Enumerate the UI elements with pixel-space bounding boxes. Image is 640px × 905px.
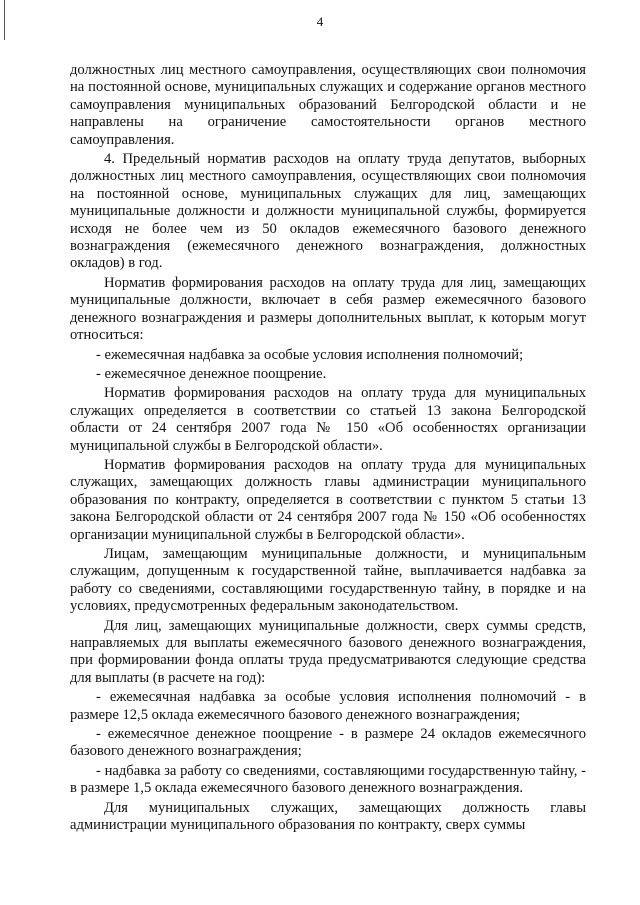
paragraph: Лицам, замещающим муниципальные должности, и муниципальным служащим, допущенным к государственной тайне, выплачивается надбавка за работу со сведениями, составляющими государственную тайну, в порядке и на условиях, предусмотренных федеральным законодательством. (70, 545, 586, 615)
paragraph: Для лиц, замещающих муниципальные должности, сверх суммы средств, направляемых для выплаты ежемесячного базового денежного вознаграждения, при формировании фонда оплаты труда предусматриваются следующие средства для выплаты (в расчете на год): (70, 617, 586, 686)
list-item: - надбавка за работу со сведениями, составляющими государственную тайну, - в размере 1,5 оклада ежемесячного базового денежного вознаграждения. (70, 762, 586, 797)
list-item: - ежемесячная надбавка за особые условия исполнения полномочий; (96, 346, 524, 363)
page-number: 4 (316, 14, 324, 29)
list-item: - ежемесячное денежное поощрение - в размере 24 окладов ежемесячного базового денежного вознаграждения; (70, 726, 586, 760)
paragraph: Норматив формирования расходов на оплату труда для лиц, замещающих муниципальные должности, включает в себя размер ежемесячного базового денежного вознаграждения и размеры дополнительных выплат, к которым могут относиться: (70, 274, 586, 344)
paragraph: Норматив формирования расходов на оплату труда для муниципальных служащих определяется в соответствии со статьей 13 закона Белгородской области от 24 сентября 2007 года № 150 «Об особенностях организации муниципальной службы в Белгородской области». (70, 385, 586, 454)
paragraph: 4. Предельный норматив расходов на оплату труда депутатов, выборных должностных лиц местного самоуправления, осуществляющих свои полномочия на постоянной основе, муниципальных служащих для лиц, замещающих муниципальные должности и должности муниципальной службы, формируется исходя не более чем из 50 окладов ежемесячного базового денежного вознаграждения (ежемесячного денежного вознаграждения, должностных окладов) в год. (70, 151, 586, 272)
paragraph: Для муниципальных служащих, замещающих должность главы администрации муниципального образования по контракту, сверх суммы (70, 799, 586, 834)
list-item: - ежемесячное денежное поощрение. (96, 365, 327, 382)
paragraph: должностных лиц местного самоуправления, осуществляющих свои полномочия на постоянной основе, муниципальных служащих и содержание органов местного самоуправления муниципальных образований Белгородской области и не направлены на ограничение самостоятельности органов местного самоуправления. (70, 62, 586, 148)
list-item: - ежемесячная надбавка за особые условия исполнения полномочий - в размере 12,5 оклада ежемесячного базового денежного вознаграждения; (70, 689, 586, 723)
document-body (70, 62, 586, 836)
paragraph: Норматив формирования расходов на оплату труда для муниципальных служащих, замещающих должность главы администрации муниципального образования по контракту, определяется в соответствии с пунктом 5 статьи 13 закона Белгородской области от 24 сентября 2007 года № 150 «Об особенностях организации муниципальной службы в Белгородской области». (70, 456, 586, 543)
